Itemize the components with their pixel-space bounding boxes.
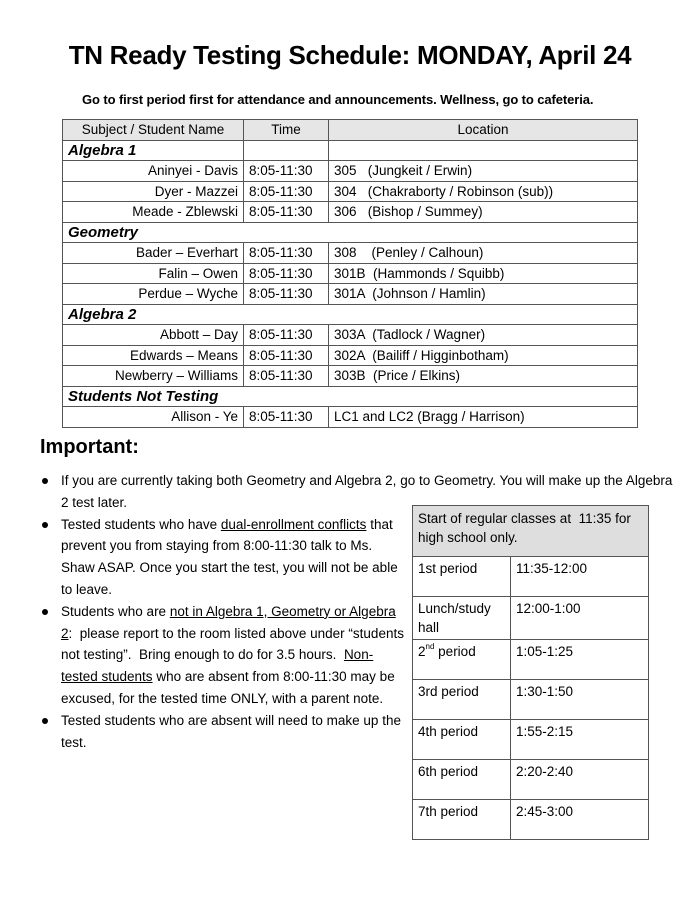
section-row-students-not-testing xyxy=(63,386,638,407)
note-text-underlined: dual-enrollment conflicts xyxy=(220,516,367,532)
student-name: Meade - Zblewski xyxy=(63,202,244,223)
period-word: period xyxy=(434,644,476,659)
table-row xyxy=(413,557,649,597)
table-row xyxy=(413,680,649,720)
student-name: Dyer - Mazzei xyxy=(63,181,244,202)
section-label: Algebra 1 xyxy=(63,140,244,161)
period-ordinal-suffix: nd xyxy=(425,642,435,651)
test-location: 308 (Penley / Calhoun) xyxy=(329,243,638,264)
section-row-geometry xyxy=(63,222,638,243)
table-row xyxy=(413,597,649,640)
attendance-instructions: Go to first period first for attendance and announcements. Wellness, go to cafeteria. xyxy=(82,92,594,107)
test-time: 8:05-11:30 xyxy=(244,407,329,428)
testing-schedule-table xyxy=(62,119,638,428)
period-name: 7th period xyxy=(413,800,511,840)
period-time: 2:20-2:40 xyxy=(511,760,649,800)
table-row xyxy=(63,181,638,202)
period-number: 2 xyxy=(418,644,426,659)
test-time: 8:05-11:30 xyxy=(244,263,329,284)
period-time: 1:05-1:25 xyxy=(511,640,649,680)
test-time: 8:05-11:30 xyxy=(244,202,329,223)
test-time: 8:05-11:30 xyxy=(244,284,329,305)
test-location: 303A (Tadlock / Wagner) xyxy=(329,325,638,346)
period-name: 4th period xyxy=(413,720,511,760)
student-name: Bader – Everhart xyxy=(63,243,244,264)
student-name: Aninyei - Davis xyxy=(63,161,244,182)
page-title: TN Ready Testing Schedule: MONDAY, April 24 xyxy=(68,40,632,70)
note-text-post: that prevent you from staying from 8:00-11:30 talk to Ms. Shaw ASAP. Once you start the test, you will not be able to leave. xyxy=(61,516,398,597)
test-location: 301A (Johnson / Hamlin) xyxy=(329,284,638,305)
table-row xyxy=(63,202,638,223)
note-text-underlined-2: Non-tested students xyxy=(61,647,374,685)
bullet-icon xyxy=(42,478,48,484)
note-text-pre: Tested students who have xyxy=(61,516,221,532)
section-label: Students Not Testing xyxy=(63,386,638,407)
section-row-algebra-2 xyxy=(63,304,638,325)
period-name xyxy=(413,640,511,680)
section-row-algebra-1 xyxy=(63,140,638,161)
period-time: 1:30-1:50 xyxy=(511,680,649,720)
table-row xyxy=(63,284,638,305)
table-row xyxy=(63,263,638,284)
test-location: 301B (Hammonds / Squibb) xyxy=(329,263,638,284)
bullet-icon xyxy=(42,718,48,724)
note-text-underlined: not in Algebra 1, Geometry or Algebra 2 xyxy=(61,603,396,641)
student-name: Abbott – Day xyxy=(63,325,244,346)
table-row xyxy=(63,243,638,264)
period-name: 3rd period xyxy=(413,680,511,720)
header-subject-student: Subject / Student Name xyxy=(63,120,244,141)
periods-header-row xyxy=(413,506,649,557)
period-time: 11:35-12:00 xyxy=(511,557,649,597)
period-time: 2:45-3:00 xyxy=(511,800,649,840)
table-row xyxy=(63,366,638,387)
periods-header: Start of regular classes at 11:35 for high school only. xyxy=(413,506,649,557)
note-text: If you are currently taking both Geometry and Algebra 2, go to Geometry. You will make up the Algebra 2 test later. xyxy=(61,473,673,510)
test-time: 8:05-11:30 xyxy=(244,243,329,264)
test-location: 305 (Jungkeit / Erwin) xyxy=(329,161,638,182)
table-row xyxy=(413,720,649,760)
list-item xyxy=(40,710,406,754)
bullet-icon xyxy=(42,609,48,615)
student-name: Falin – Owen xyxy=(63,263,244,284)
note-text: Tested students who are absent will need to make up the test. xyxy=(61,712,401,750)
test-time: 8:05-11:30 xyxy=(244,181,329,202)
table-row xyxy=(413,760,649,800)
test-time: 8:05-11:30 xyxy=(244,366,329,387)
period-name: Lunch/study hall xyxy=(413,597,511,640)
period-time: 12:00-1:00 xyxy=(511,597,649,640)
note-text-post: who are absent from 8:00-11:30 may be excused, for the tested time ONLY, with a parent note. xyxy=(61,669,395,706)
student-name: Allison - Ye xyxy=(63,407,244,428)
list-item xyxy=(40,514,406,601)
note-text-pre: Students who are xyxy=(61,603,170,619)
note-text-mid: : please report to the room listed above under “students not testing”. Bring enough to do for 3.5 hours. xyxy=(61,625,408,663)
table-row xyxy=(413,800,649,840)
test-time: 8:05-11:30 xyxy=(244,345,329,366)
test-location: 303B (Price / Elkins) xyxy=(329,366,638,387)
test-time: 8:05-11:30 xyxy=(244,325,329,346)
bullet-icon xyxy=(42,522,48,528)
test-location: 304 (Chakraborty / Robinson (sub)) xyxy=(329,181,638,202)
table-row xyxy=(63,345,638,366)
table-row xyxy=(63,325,638,346)
student-name: Newberry – Williams xyxy=(63,366,244,387)
period-name: 1st period xyxy=(413,557,511,597)
list-item xyxy=(40,601,406,710)
table-row xyxy=(63,407,638,428)
test-location: 302A (Bailiff / Higginbotham) xyxy=(329,345,638,366)
header-location: Location xyxy=(329,120,638,141)
test-location: LC1 and LC2 (Bragg / Harrison) xyxy=(329,407,638,428)
header-time: Time xyxy=(244,120,329,141)
section-label: Algebra 2 xyxy=(63,304,638,325)
test-location: 306 (Bishop / Summey) xyxy=(329,202,638,223)
student-name: Edwards – Means xyxy=(63,345,244,366)
period-name: 6th period xyxy=(413,760,511,800)
student-name: Perdue – Wyche xyxy=(63,284,244,305)
important-heading: Important: xyxy=(40,436,139,458)
table-row xyxy=(63,161,638,182)
table-row xyxy=(413,640,649,680)
test-time: 8:05-11:30 xyxy=(244,161,329,182)
section-label: Geometry xyxy=(63,222,638,243)
period-time: 1:55-2:15 xyxy=(511,720,649,760)
table-header-row xyxy=(63,120,638,141)
regular-classes-table xyxy=(412,505,649,840)
